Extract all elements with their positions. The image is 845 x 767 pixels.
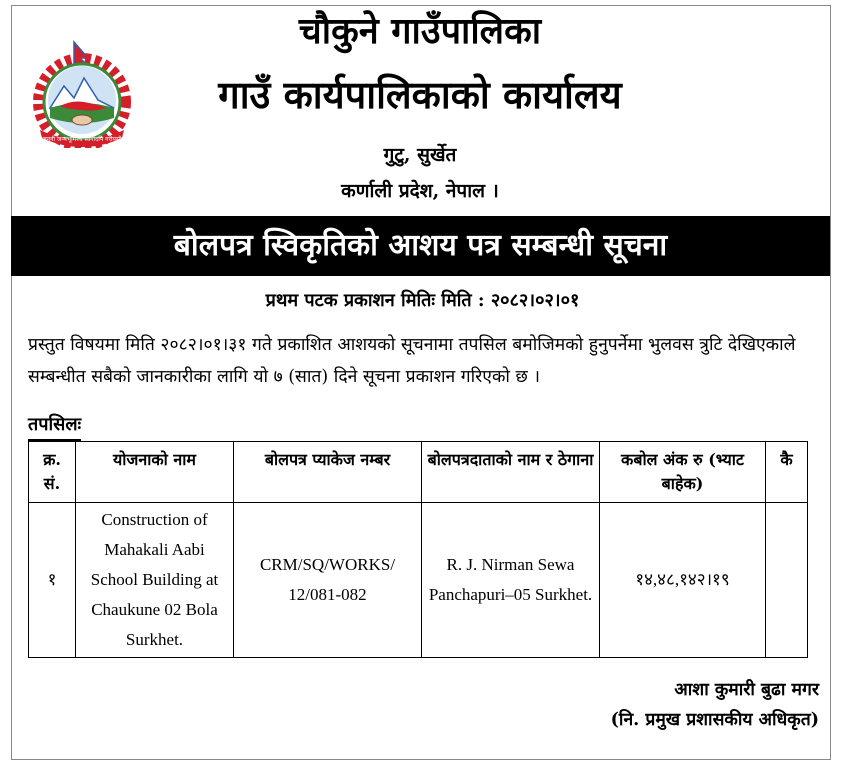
cell-amount: १४,४८,१४२।१९ [600, 503, 766, 658]
notice-body: प्रस्तुत विषयमा मिति २०८२।०१।३१ गते प्रकाशित आशयको सूचनामा तपसिल बमोजिमको हुनुपर्नेमा भुलवस त्रुटि देखिएकाले सम्बन्धीत सबैको जानकारीका लागि यो ७ (सात) दिने सूचना प्रकाशन गरिएको छ । [28, 335, 796, 387]
org-name: चौकुने गाउँपालिका [298, 10, 542, 52]
signatory-name: आशा कुमारी बुढा मगर [674, 680, 819, 700]
table-row [29, 503, 808, 658]
col-header-package: बोलपत्र प्याकेज नम्बर [234, 442, 422, 503]
cell-sn: १ [29, 503, 76, 658]
col-header-amount: कबोल अंक रु (भ्याट बाहेक) [600, 442, 766, 503]
schedule-heading: तपसिलः [28, 411, 81, 441]
table-header-row [29, 442, 808, 503]
svg-text:जननी जन्मभूमिश्च स्वर्गादपि गर: जननी जन्मभूमिश्च स्वर्गादपि गरीयसी [42, 136, 122, 143]
cell-project: Construction of Mahakali Aabi School Building at Chaukune 02 Bola Surkhet. [76, 503, 234, 658]
col-header-project: योजनाको नाम [76, 442, 234, 503]
cell-bidder: R. J. Nirman Sewa Panchapuri–05 Surkhet. [422, 503, 600, 658]
office-name: गाउँ कार्यपालिकाको कार्यालय [218, 72, 622, 117]
col-header-remarks: कै [766, 442, 808, 503]
cell-remarks [766, 503, 808, 658]
col-header-sn: क्र. सं. [29, 442, 76, 503]
notice-title-banner: बोलपत्र स्विकृतिको आशय पत्र सम्बन्धी सूचना [11, 216, 830, 276]
location-line-2: कर्णाली प्रदेश, नेपाल । [341, 180, 499, 202]
cell-package: CRM/SQ/WORKS/ 12/081-082 [234, 503, 422, 658]
bid-table [28, 441, 808, 658]
nepal-emblem-icon [24, 38, 140, 148]
location-line-1: गुटु, सुर्खेत [383, 144, 457, 166]
signature-block [611, 675, 819, 735]
publication-date: प्रथम पटक प्रकाशन मितिः मिति : २०८२।०२।०१ [265, 290, 580, 311]
signatory-designation: (नि. प्रमुख प्रशासकीय अधिकृत) [610, 710, 819, 730]
col-header-bidder: बोलपत्रदाताको नाम र ठेगाना [422, 442, 600, 503]
